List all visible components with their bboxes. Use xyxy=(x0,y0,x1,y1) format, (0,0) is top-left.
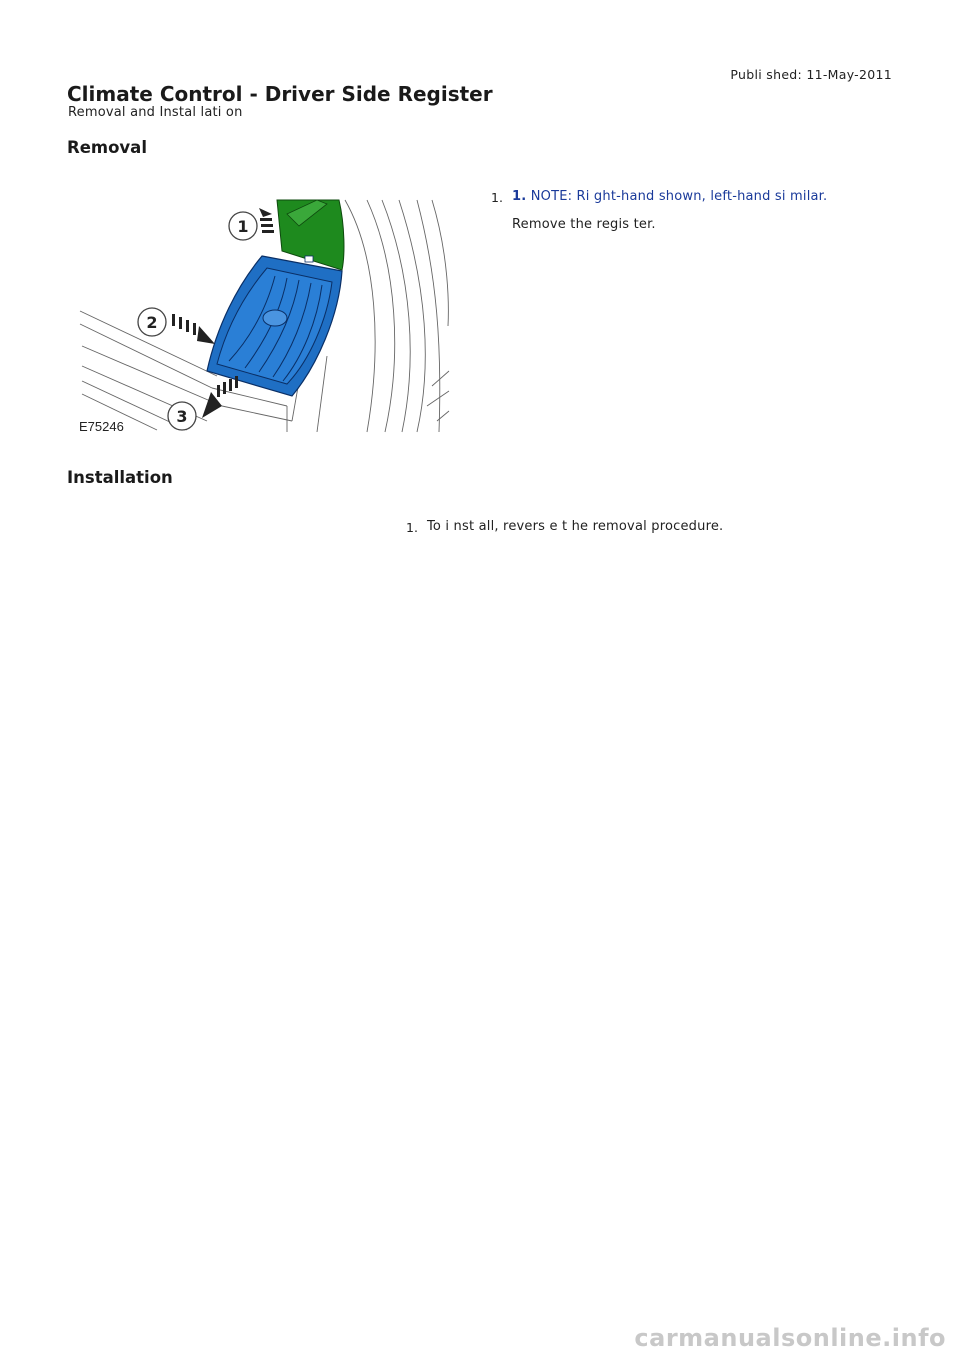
removal-heading: Removal xyxy=(67,138,147,157)
callout-2-label: 2 xyxy=(146,313,158,332)
installation-step-number: 1. xyxy=(406,520,418,535)
note-text: NOTE: Ri ght-hand shown, left-hand si milar. xyxy=(526,189,828,204)
removal-step-note xyxy=(512,189,827,204)
register-removal-illustration xyxy=(77,196,451,436)
register-tab xyxy=(305,256,313,262)
arrow-2-head xyxy=(197,326,215,344)
register-knob xyxy=(263,310,287,326)
callout-3 xyxy=(168,402,196,430)
published-date: Publi shed: 11-May-2011 xyxy=(730,67,892,82)
arrow-1-head xyxy=(259,208,272,217)
page-title: Climate Control - Driver Side Register xyxy=(67,82,493,106)
callout-2 xyxy=(138,308,166,336)
callout-1 xyxy=(229,212,257,240)
watermark: carmanualsonline.info xyxy=(634,1324,946,1352)
installation-step-text: To i nst all, revers e t he removal procedure. xyxy=(427,519,724,534)
removal-figure xyxy=(77,196,451,436)
callout-1-label: 1 xyxy=(237,217,249,236)
removal-step-instruction: Remove the regis ter. xyxy=(512,217,656,232)
note-step-label: 1. xyxy=(512,189,527,204)
installation-heading: Installation xyxy=(67,468,173,487)
removal-step-number: 1. xyxy=(491,190,503,205)
figure-code: E75246 xyxy=(79,419,124,434)
page-subtitle: Removal and Instal lati on xyxy=(68,105,243,120)
callout-3-label: 3 xyxy=(176,407,188,426)
